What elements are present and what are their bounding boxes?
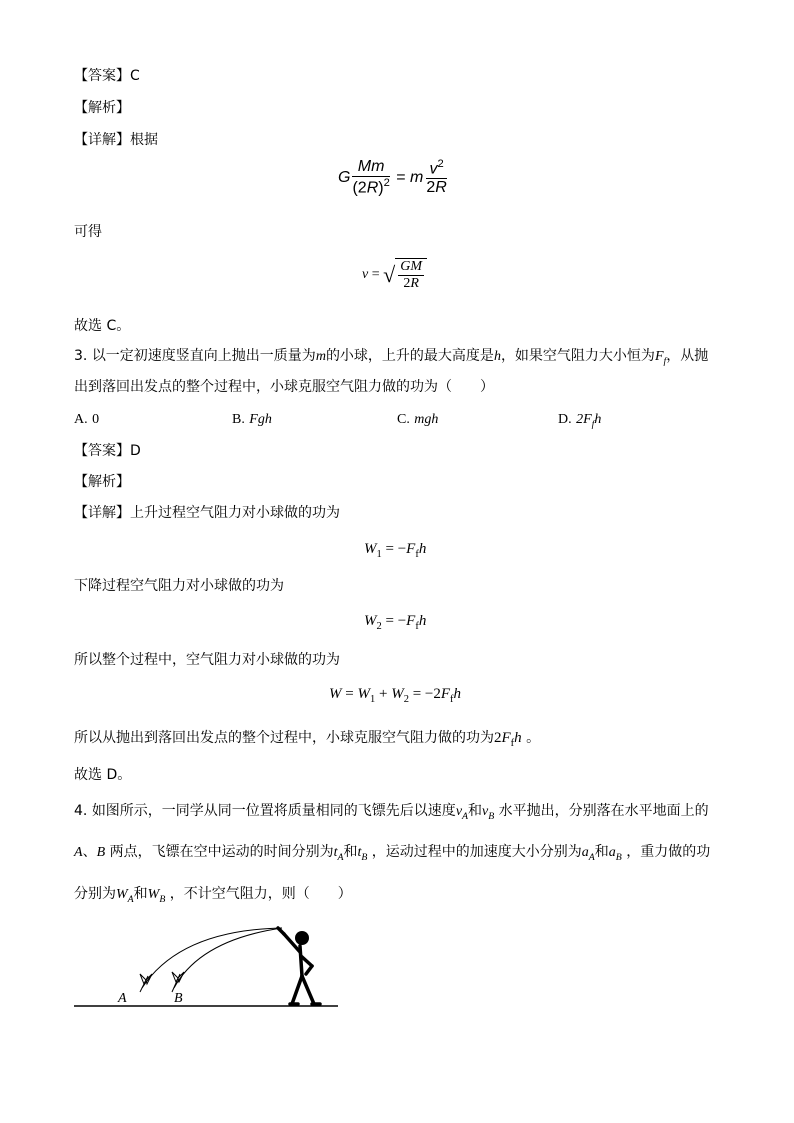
q3-result-line: 所以从抛出到落回出发点的整个过程中，小球克服空气阻力做的功为$2F_fh$ 。 bbox=[74, 730, 541, 749]
stem-text: 以一定初速度竖直向上抛出一质量为 bbox=[91, 348, 316, 364]
stem-text: 两点，飞镖在空中运动的时间分别为 bbox=[109, 844, 334, 860]
stem-text: 和 bbox=[594, 844, 609, 860]
q3-down-line bbox=[74, 576, 284, 596]
stem-text: 分别为 bbox=[74, 886, 116, 902]
option-d[interactable] bbox=[558, 409, 601, 435]
symbol-Ff: $F_f$ bbox=[654, 349, 667, 367]
equation-w2: $W_2 = -F_fh$ bbox=[364, 613, 427, 632]
option-letter: C. bbox=[397, 412, 410, 427]
conclusion-text: 故选 D。 bbox=[74, 767, 132, 783]
question-number: 3. bbox=[74, 348, 88, 364]
trajectory-b bbox=[174, 928, 282, 988]
q2-detail-line bbox=[74, 130, 158, 150]
q3-stem-line2 bbox=[74, 377, 494, 397]
answer-tag: 【答案】 bbox=[74, 443, 130, 459]
stem-text: 的小球，上升的最大高度是 bbox=[325, 348, 494, 364]
stem-text: 和 bbox=[468, 803, 483, 819]
answer-value: C bbox=[130, 68, 140, 84]
question-number: 4. bbox=[74, 803, 88, 819]
option-value: 0 bbox=[92, 412, 100, 427]
stem-text: ，重力做的功 bbox=[626, 844, 711, 860]
dart-figure bbox=[70, 918, 350, 1018]
symbol-m: m bbox=[315, 349, 326, 364]
punctuation: 。 bbox=[526, 730, 541, 746]
answer-value: D bbox=[130, 443, 141, 459]
stem-text: 出到落回出发点的整个过程中，小球克服空气阻力做的功为（ ） bbox=[74, 379, 494, 395]
q3-detail-line bbox=[74, 503, 340, 523]
detail-text: 所以从抛出到落回出发点的整个过程中，小球克服空气阻力做的功为 bbox=[74, 730, 494, 746]
equation-gravity-centripetal: G $\frac{Mm}{(2R)^2}$ = m $\frac{v^2}{2R}$ bbox=[338, 158, 447, 197]
stem-text: 、 bbox=[82, 844, 97, 860]
option-value: Fgh bbox=[249, 412, 272, 427]
q4-stem-line1: 4. 如图所示，一同学从同一位置将质量相同的飞镖先后以速度$v_A$和$v_B$ 水平抛出，分别落在水平地面上的 bbox=[74, 803, 709, 822]
detail-tag: 【详解】 bbox=[74, 505, 130, 521]
q3-conclusion bbox=[74, 765, 131, 785]
option-b[interactable] bbox=[232, 409, 272, 430]
equation-w1: $W_1 = -F_fh$ bbox=[364, 541, 427, 560]
stick-figure-icon bbox=[278, 928, 320, 1004]
stem-text: 如图所示，一同学从同一位置将质量相同的飞镖先后以速度 bbox=[91, 803, 456, 819]
option-value: mgh bbox=[414, 412, 439, 427]
detail-text: 根据 bbox=[130, 132, 158, 148]
option-letter: D. bbox=[558, 412, 572, 427]
q3-answer-line bbox=[74, 441, 141, 461]
conclusion-text: 故选 C。 bbox=[74, 318, 131, 334]
trajectory-a bbox=[142, 928, 282, 988]
stem-text: 和 bbox=[343, 844, 358, 860]
q3-analysis-line bbox=[74, 472, 130, 492]
analysis-tag: 【解析】 bbox=[74, 474, 130, 490]
q3-total-line bbox=[74, 650, 340, 670]
detail-text: 上升过程空气阻力对小球做的功为 bbox=[130, 505, 340, 521]
option-letter: B. bbox=[232, 412, 245, 427]
q2-answer-line bbox=[74, 66, 140, 86]
option-letter: A. bbox=[74, 412, 88, 427]
stem-text: 和 bbox=[133, 886, 148, 902]
q4-stem-line2: A、B 两点，飞镖在空中运动的时间分别为$t_A$和$t_B$ ，运动过程中的加速度大小分别为$a_A$和$a_B$ ，重力做的功 bbox=[74, 844, 711, 863]
q2-then-line bbox=[74, 222, 102, 242]
option-c[interactable] bbox=[397, 409, 438, 430]
q4-stem-line3: 分别为$W_A$和$W_B$ ，不计空气阻力，则（ ） bbox=[74, 886, 352, 905]
option-a[interactable] bbox=[74, 409, 99, 430]
stem-text: ，不计空气阻力，则（ ） bbox=[169, 886, 352, 902]
q2-conclusion bbox=[74, 316, 130, 336]
detail-text: 所以整个过程中，空气阻力对小球做的功为 bbox=[74, 652, 340, 668]
q2-analysis-line bbox=[74, 98, 130, 118]
symbol-h: h bbox=[493, 349, 501, 364]
label-a: A bbox=[118, 991, 127, 1006]
detail-tag: 【详解】 bbox=[74, 132, 130, 148]
equation-w-total: $W = W_1 + W_2 = -2F_fh$ bbox=[329, 686, 462, 705]
stem-text: ，如果空气阻力大小恒为 bbox=[500, 348, 655, 364]
then-text: 可得 bbox=[74, 224, 102, 240]
stem-text: ，运动过程中的加速度大小分别为 bbox=[371, 844, 582, 860]
stem-text: ，从抛 bbox=[666, 348, 709, 364]
option-value: $2F_fh$ bbox=[576, 412, 602, 430]
answer-tag: 【答案】 bbox=[74, 68, 130, 84]
equation-velocity: v = √ $\frac{GM}{2R}$ bbox=[362, 258, 427, 292]
label-b: B bbox=[174, 991, 183, 1006]
detail-text: 下降过程空气阻力对小球做的功为 bbox=[74, 578, 284, 594]
analysis-tag: 【解析】 bbox=[74, 100, 130, 116]
stem-text: 水平抛出，分别落在水平地面上的 bbox=[498, 803, 709, 819]
q3-stem-line1 bbox=[74, 346, 708, 372]
